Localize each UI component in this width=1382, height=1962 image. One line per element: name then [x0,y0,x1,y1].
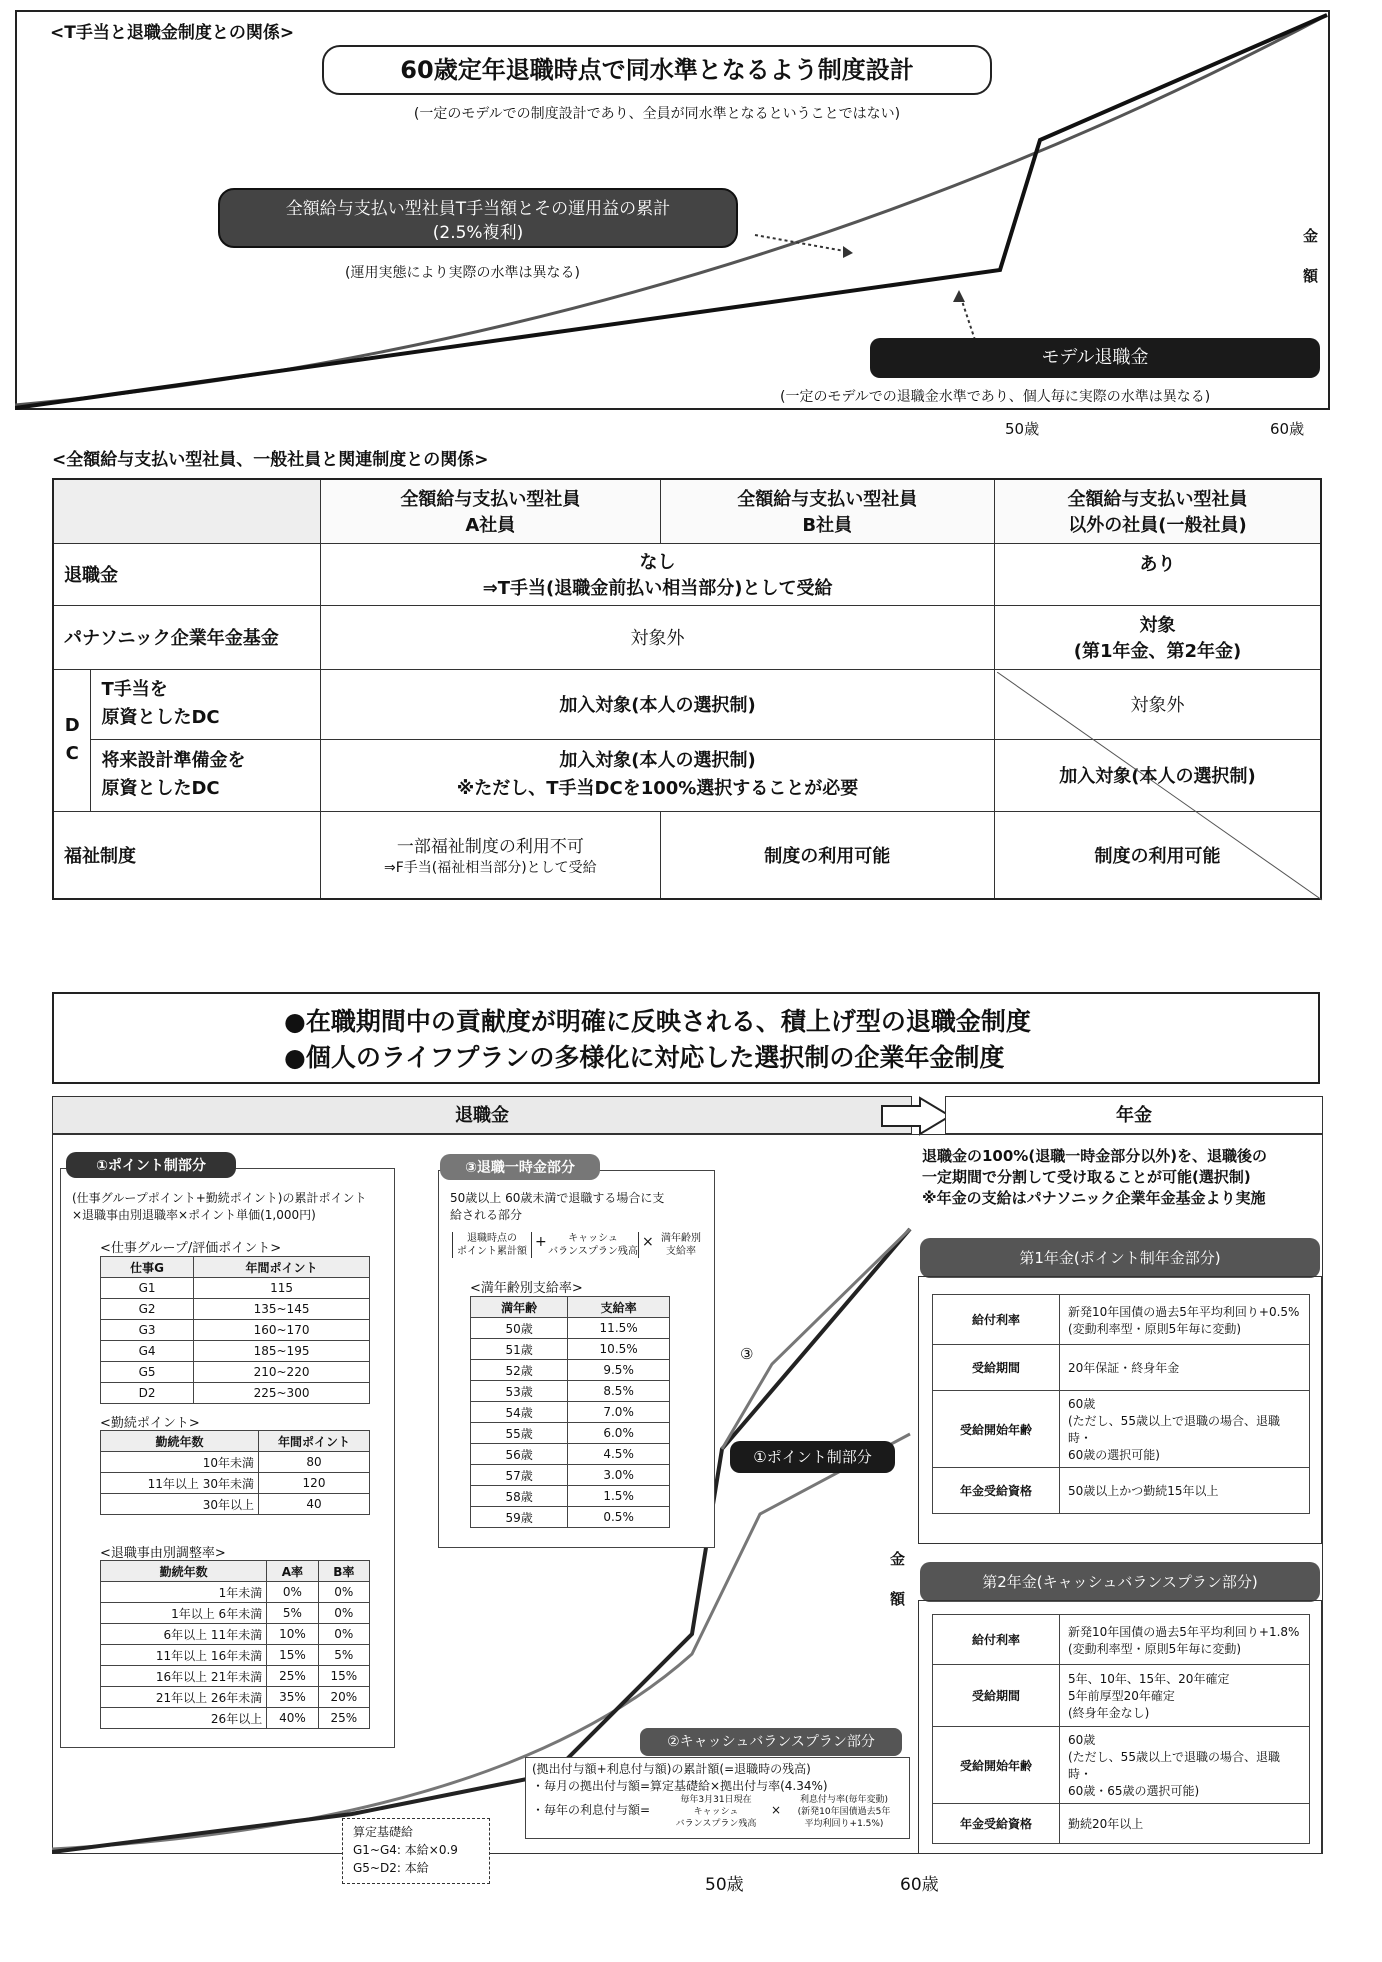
pension-intro2: 一定期間で分割して受け取ることが可能(選択制) [922,1168,1251,1186]
table-header-cell: A率 [267,1561,318,1582]
cash-f1b: キャッシュ [693,1807,739,1817]
table-cell: 30年以上 [101,1494,259,1515]
second-pension-table [932,1614,1310,1844]
formula-times: × [642,1234,654,1250]
table-cell: 1年未満 [101,1582,267,1603]
tab-arrow-icon [880,1096,952,1136]
table-cell: 185~195 [194,1341,370,1362]
row-kikin-gen: 対象 (第1年金、第2年金) [994,605,1321,669]
formula-plus: + [535,1234,547,1250]
row-kikin-ab: 対象外 [321,605,995,669]
point-desc [72,1190,366,1224]
table-cell: 135~145 [194,1299,370,1320]
table-cell: 0% [318,1603,369,1624]
bottom-axis-gaku: 額 [890,1590,906,1608]
model-label-text: モデル退職金 [1041,347,1149,368]
table-row [101,1320,370,1341]
cash-part-label [640,1728,902,1756]
cash-formula-box [525,1757,910,1839]
bottom-headline1: ●在職期間中の貢献度が明確に反映される、積上げ型の退職金制度 [284,1007,1031,1036]
table-cell: 55歳 [471,1423,568,1444]
table-cell: 11年以上 30年未満 [101,1473,259,1494]
table-cell: G4 [101,1341,194,1362]
cash-f2c: 平均利回り+1.5%) [804,1819,884,1829]
cash-term2 [784,1794,904,1830]
row-taishoku [53,543,1321,605]
table-cell: 225~300 [194,1383,370,1404]
table-header-cell: 勤続年数 [101,1561,267,1582]
table-row [471,1444,670,1465]
cash-f1a: 毎年3月31日現在 [680,1795,752,1805]
table-cell: 11年以上 16年未満 [101,1645,267,1666]
cash-line2: ・毎月の拠出付与額=算定基礎給×拠出付与率(4.34%) [532,1779,828,1793]
row-dc1-label: T手当を 原資としたDC [91,669,321,739]
table-header-cell: 年間ポイント [259,1431,370,1452]
table-cell: 56歳 [471,1444,568,1465]
cash-part-text: ②キャッシュバランスプラン部分 [667,1734,875,1750]
pension-row [933,1804,1310,1844]
table-cell: 25% [267,1666,318,1687]
cash-line3: ・毎年の利息付与額= [532,1803,651,1817]
table-cell: 20% [318,1687,369,1708]
pension-row [933,1295,1310,1345]
job-table [100,1256,370,1404]
table-row [471,1486,670,1507]
table-row [101,1687,370,1708]
table-row [471,1381,670,1402]
tab-taishoku-label: 退職金 [455,1105,509,1126]
table-row [471,1402,670,1423]
table-cell: 115 [194,1278,370,1299]
table-cell: 26年以上 [101,1708,267,1729]
table-cell: 35% [267,1687,318,1708]
pension-key: 受給期間 [933,1345,1060,1391]
table-cell: 15% [267,1645,318,1666]
table-header-cell: B率 [318,1561,369,1582]
bottom-headline2: ●個人のライフプランの多様化に対応した選択制の企業年金制度 [284,1043,1005,1072]
pension-value: 5年、10年、15年、20年確定 5年前厚型20年確定 (終身年金なし) [1060,1665,1310,1727]
pension-intro3: ※年金の支給はパナソニック企業年金基金より実施 [922,1189,1266,1207]
bottom-axis-kin: 金 [890,1550,906,1568]
pension-row [933,1615,1310,1665]
tab-taishoku [52,1096,912,1134]
point-desc2: ×退職事由別退職率×ポイント単価(1,000円) [72,1208,316,1222]
tab-nenkin-label: 年金 [1116,1105,1152,1126]
jiyu-title: <退職事由別調整率> [100,1546,226,1561]
model-retirement-label [870,338,1320,378]
top-headline-note: (一定のモデルでの制度設計であり、全員が同水準となるということではない) [413,106,901,122]
model-note: (一定のモデルでの退職金水準であり、個人毎に実際の水準は異なる) [780,389,1211,405]
table-header-row [101,1431,370,1452]
point-title [66,1152,236,1178]
second-pension-title-text: 第2年金(キャッシュバランスプラン部分) [982,1573,1258,1591]
table-row [101,1452,370,1473]
t-allowance-note: (運用実態により実際の水準は異なる) [345,265,580,281]
table-row [101,1341,370,1362]
f2b: バランスプラン残高 [548,1246,638,1257]
tab-nenkin [945,1096,1323,1134]
row-taishoku-ab: なし ⇒T手当(退職金前払い相当部分)として受給 [321,543,995,605]
table-cell: 160~170 [194,1320,370,1341]
cash-f2b: (新発10年国債過去5年 [797,1807,891,1817]
row-dc1-ab: 加入対象(本人の選択制) [321,669,995,739]
table-cell: G3 [101,1320,194,1341]
table-cell: 16年以上 21年未満 [101,1666,267,1687]
bottom-headline-box [52,992,1320,1084]
table-cell: 0% [318,1624,369,1645]
table-header-cell: 年間ポイント [194,1257,370,1278]
table-cell: 6.0% [568,1423,670,1444]
point-part-text: ①ポイント制部分 [753,1448,872,1466]
table-cell: 7.0% [568,1402,670,1423]
table-cell: 8.5% [568,1381,670,1402]
f2a: キャッシュ [568,1233,618,1244]
ichiji-title-text: ③退職一時金部分 [465,1160,575,1176]
f3b: 支給率 [666,1246,696,1257]
table-cell: 0% [318,1582,369,1603]
table-cell: 52歳 [471,1360,568,1381]
top-headline [322,45,992,95]
row-fukushi-a [321,811,660,899]
second-pension-title [920,1562,1320,1602]
ichiji-desc [450,1190,664,1224]
pension-key: 給付利率 [933,1615,1060,1665]
kinzoku-title: <勤続ポイント> [100,1416,200,1431]
table-cell: 3.0% [568,1465,670,1486]
t-allowance-label [218,188,738,248]
table-row [101,1603,370,1624]
t-label-line1: 全額給与支払い型社員T手当額とその運用益の累計 [285,199,671,219]
cash-line1: (拠出付与額+利息付与額)の累計額(=退職時の残高) [532,1762,811,1776]
table-cell: 1年以上 6年未満 [101,1603,267,1624]
pension-key: 年金受給資格 [933,1468,1060,1514]
ichiji-desc1: 50歳以上 60歳未満で退職する場合に支 [450,1191,665,1205]
f1b: ポイント累計額 [457,1246,527,1257]
f1a: 退職時点の [467,1233,517,1244]
table-header-cell: 満年齢 [471,1297,568,1318]
cash-term1 [666,1794,766,1830]
table-row [471,1507,670,1528]
table-cell: 4.5% [568,1444,670,1465]
row-dc2-ab: 加入対象(本人の選択制) ※ただし、T手当DCを100%選択することが必要 [321,739,995,811]
table-cell: 10.5% [568,1339,670,1360]
cash-times: × [771,1803,782,1817]
table-cell: 120 [259,1473,370,1494]
cash-f1c: バランスプラン残高 [675,1819,757,1829]
row-fukushi-gen: 制度の利用可能 [994,811,1321,899]
point-desc1: (仕事グループポイント+勤続ポイント)の累計ポイント [72,1191,367,1205]
first-pension-title-text: 第1年金(ポイント制年金部分) [1019,1249,1221,1267]
table-header-row [101,1257,370,1278]
table-header-cell: 仕事G [101,1257,194,1278]
fukushi-a-line1: 一部福祉制度の利用不可 [396,837,584,858]
table-row [101,1278,370,1299]
table-row [101,1362,370,1383]
pension-value: 50歳以上かつ勤続15年以上 [1060,1468,1310,1514]
table-row [101,1383,370,1404]
table-cell: 40 [259,1494,370,1515]
table-row [101,1624,370,1645]
pension-row [933,1665,1310,1727]
rate-title: <満年齢別支給率> [470,1281,583,1296]
dc1-diagonal [997,672,1324,902]
first-pension-title [920,1238,1320,1278]
header-general: 全額給与支払い型社員 以外の社員(一般社員) [994,479,1321,543]
point-part-label [730,1441,895,1473]
t-label-line2: (2.5%複利) [432,223,524,243]
table-cell: 57歳 [471,1465,568,1486]
kiso-line2: G5~D2: 本給 [353,1861,429,1875]
table-cell: 21年以上 26年未満 [101,1687,267,1708]
pension-intro1: 退職金の100%(退職一時金部分以外)を、退職後の [922,1147,1268,1165]
bottom-age60: 60歳 [900,1875,939,1895]
pension-value: 60歳 (ただし、55歳以上で退職の場合、退職時・ 60歳の選択可能) [1060,1391,1310,1468]
table-cell: 58歳 [471,1486,568,1507]
table-cell: 1.5% [568,1486,670,1507]
pension-key: 受給開始年齢 [933,1727,1060,1804]
table-cell: 10% [267,1624,318,1645]
first-pension-table [932,1294,1310,1514]
table-header-cell: 勤続年数 [101,1431,259,1452]
pension-value: 勤続20年以上 [1060,1804,1310,1844]
kiso-line1: G1~G4: 本給×0.9 [353,1843,458,1857]
row-dc-label: D C [53,669,91,811]
top-section-title: <T手当と退職金制度との関係> [50,23,295,43]
table-cell: 59歳 [471,1507,568,1528]
table-cell: 25% [318,1708,369,1729]
pension-value: 新発10年国債の過去5年平均利回り+1.8% (変動利率型・原則5年毎に変動) [1060,1615,1310,1665]
row-dc1-gen: 対象外 [994,669,1321,739]
relation-header-row [53,479,1321,543]
top-age50: 50歳 [1005,420,1040,438]
pension-value: 60歳 (ただし、55歳以上で退職の場合、退職時・ 60歳・65歳の選択可能) [1060,1727,1310,1804]
top-axis-gaku: 額 [1303,267,1319,285]
table-row [101,1494,370,1515]
jiyu-table [100,1560,370,1729]
job-title: <仕事グループ/評価ポイント> [100,1241,282,1256]
pension-row [933,1391,1310,1468]
table-cell: 50歳 [471,1318,568,1339]
table-cell: 210~220 [194,1362,370,1383]
t-arrow [755,235,850,252]
pension-key: 受給期間 [933,1665,1060,1727]
table-cell: 5% [318,1645,369,1666]
pension-key: 給付利率 [933,1295,1060,1345]
table-header-row [471,1297,670,1318]
row-kikin [53,605,1321,669]
table-cell: 80 [259,1452,370,1473]
pension-intro [922,1146,1322,1209]
row-dc2-gen: 加入対象(本人の選択制) [994,739,1321,811]
rate-table [470,1296,670,1528]
pension-row [933,1468,1310,1514]
table-cell: 11.5% [568,1318,670,1339]
table-cell: 40% [267,1708,318,1729]
table-cell: G1 [101,1278,194,1299]
table-row [471,1423,670,1444]
f3a: 満年齢別 [661,1233,701,1244]
table-cell: 0.5% [568,1507,670,1528]
ichiji-title [440,1154,600,1180]
table-cell: G2 [101,1299,194,1320]
kinzoku-table [100,1430,370,1515]
ichiji-desc2: 給される部分 [450,1208,523,1222]
table-row [471,1465,670,1486]
row-taishoku-label: 退職金 [53,543,321,605]
table-cell: 15% [318,1666,369,1687]
table-cell: 54歳 [471,1402,568,1423]
header-a: 全額給与支払い型社員 A社員 [321,479,660,543]
row-taishoku-gen: あり [994,543,1321,605]
table-cell: 5% [267,1603,318,1624]
top-age60: 60歳 [1270,420,1305,438]
relation-section-title: <全額給与支払い型社員、一般社員と関連制度との関係> [52,450,489,470]
fukushi-a-line2: ⇒F手当(福祉相当部分)として受給 [383,860,597,877]
pension-key: 年金受給資格 [933,1804,1060,1844]
row-fukushi-b: 制度の利用可能 [660,811,994,899]
table-cell: 53歳 [471,1381,568,1402]
table-cell: 0% [267,1582,318,1603]
top-headline-text: 60歳定年退職時点で同水準となるよう制度設計 [400,56,914,84]
table-row [101,1582,370,1603]
table-row [471,1360,670,1381]
pension-key: 受給開始年齢 [933,1391,1060,1468]
table-cell: G5 [101,1362,194,1383]
table-cell: 9.5% [568,1360,670,1381]
pension-value: 20年保証・終身年金 [1060,1345,1310,1391]
table-header-row [101,1561,370,1582]
formula-term1 [452,1232,532,1258]
bottom-age50: 50歳 [705,1875,744,1895]
kiso-title: 算定基礎給 [353,1825,414,1839]
table-row [101,1708,370,1729]
three-label: ③ [740,1345,754,1363]
formula-term3 [656,1232,706,1258]
top-axis-kin: 金 [1303,227,1319,245]
table-header-cell: 支給率 [568,1297,670,1318]
row-kikin-label: パナソニック企業年金基金 [53,605,321,669]
table-row [101,1666,370,1687]
kiso-box [342,1818,490,1884]
table-cell: 51歳 [471,1339,568,1360]
row-fukushi-label: 福祉制度 [53,811,321,899]
header-b: 全額給与支払い型社員 B社員 [660,479,994,543]
table-row [101,1645,370,1666]
pension-row [933,1727,1310,1804]
table-row [471,1318,670,1339]
point-title-text: ①ポイント制部分 [96,1158,206,1174]
pension-row [933,1345,1310,1391]
table-cell: 10年未満 [101,1452,259,1473]
table-row [471,1339,670,1360]
table-row [101,1473,370,1494]
formula-term2 [548,1232,639,1258]
cash-f2a: 利息付与率(毎年変動) [799,1795,889,1805]
row-dc2-label: 将来設計準備金を 原資としたDC [91,739,321,811]
pension-value: 新発10年国債の過去5年平均利回り+0.5% (変動利率型・原則5年毎に変動) [1060,1295,1310,1345]
table-row [101,1299,370,1320]
table-cell: 6年以上 11年未満 [101,1624,267,1645]
table-cell: D2 [101,1383,194,1404]
